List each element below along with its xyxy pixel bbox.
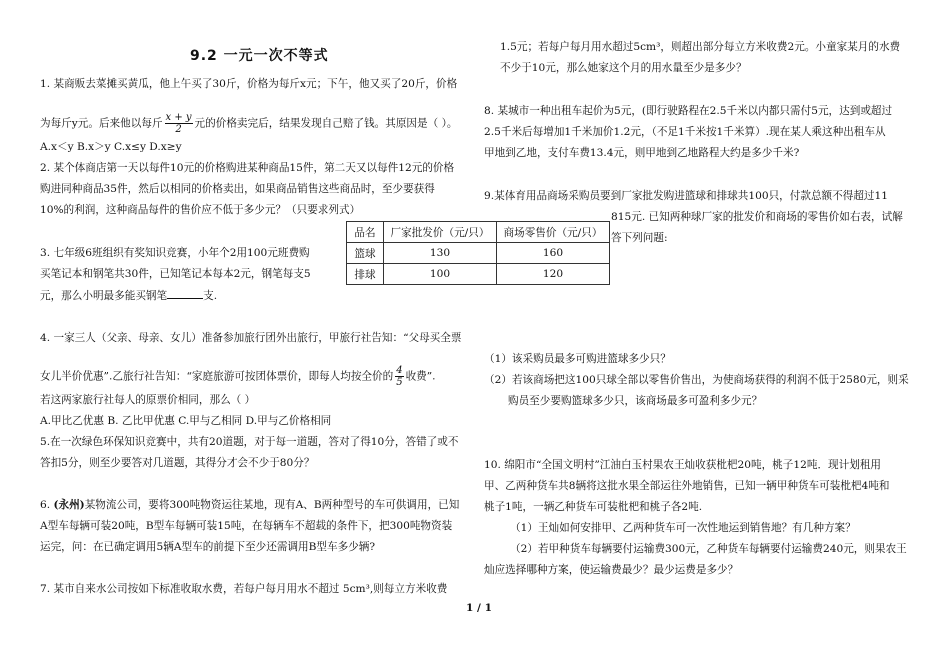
table-cell: 100 (384, 264, 497, 285)
q3-line3-text: 元，那么小明最多能买钢笔 (40, 290, 168, 302)
q9-line3: 答下列问题: (611, 232, 668, 244)
table-row (347, 243, 610, 264)
q9-line1: 9.某体育用品商场采购员要到厂家批发购进篮球和排球共100只，付款总额不得超过11 (484, 190, 888, 202)
q10-line1: 10. 绵阳市“全国文明村”江油白玉村果农王灿收获枇杷20吨，桃子12吨．现计划租用 (484, 459, 882, 471)
q3-line1: 3. 七年级6班组织有奖知识竞赛，小年个2用100元班费购 (40, 247, 310, 259)
q4-fraction (395, 365, 403, 388)
table-cell: 160 (497, 243, 610, 264)
table-cell: 120 (497, 264, 610, 285)
table-header-row (347, 222, 610, 243)
table-cell: 排球 (347, 264, 384, 285)
q10-line2: 甲、乙两种货车共8辆将这批水果全部运往外地销售，已知一辆甲种货车可装枇杷4吨和 (484, 480, 890, 492)
q4-line2-text: 女儿半价优惠”.乙旅行社告知：“家庭旅游可按团体票价，即每人均按全价的 (40, 370, 394, 383)
table-cell: 130 (384, 243, 497, 264)
q5-line2: 答扣5分，则至少要答对几道题，其得分才会不少于80分？ (40, 457, 315, 469)
q1-fraction (165, 112, 193, 135)
q2-line3: 10%的利润，这种商品每件的售价应不低于多少元？（只要求列式） (40, 204, 361, 216)
q4-line1: 4. 一家三人（父亲、母亲、女儿）准备参加旅行团外出旅行，甲旅行社告知：“父母买全票 (40, 332, 462, 344)
q6-source-tag: (永州) (53, 499, 85, 511)
q8-line3: 甲地到乙地，支付车费13.4元，则甲地到乙地路程大约是多少千米? (484, 147, 800, 159)
q1-line2 (40, 112, 457, 135)
q3-line2: 买笔记本和钢笔共30件，已知笔记本每本2元，钢笔每支5 (40, 268, 311, 280)
q1-fraction-numerator: x + y (165, 112, 192, 123)
q8-line1: 8. 某城市一种出租车起价为5元，(即行驶路程在2.5千米以内都只需付5元，达到或超过 (484, 105, 893, 117)
q6-line2: A型车每辆可装20吨，B型车每辆可装15吨，在每辆车不超载的条件下，把300吨物资装 (40, 520, 453, 532)
q1-line2-text: 为每斤y元。后来他以每斤 (40, 117, 163, 130)
q7-line1: 7. 某市自来水公司按如下标准收取水费，若每户每月用水不超过 5cm³,则每立方米收费 (40, 583, 448, 595)
q1-fraction-denominator: 2 (175, 124, 182, 135)
table-header-cell: 品名 (347, 222, 384, 243)
page-title: 9.2 一元一次不等式 (190, 48, 329, 64)
price-table (346, 221, 610, 285)
table-header-cell: 商场零售价（元/只） (497, 222, 610, 243)
q6-number: 6. (40, 499, 51, 511)
q4-line2 (40, 365, 436, 388)
q6-line3: 运完，问：在已确定调用5辆A型车的前提下至少还需调用B型车多少辆? (40, 541, 376, 553)
q10-sub2: （2）若甲种货车每辆要付运输费300元，乙种货车每辆要付运输费240元，则果农王 (510, 543, 907, 555)
q7-cont-line1: 1.5元；若每户每月用水超过5cm³，则超出部分每立方米收费2元。小童家某月的水费 (500, 41, 901, 53)
q4-line2-text-end: 收费”. (405, 370, 436, 383)
q3-line3-end: 支. (203, 290, 218, 302)
q4-fraction-denominator: 5 (396, 377, 403, 388)
q2-line2: 购进同种商品35件，然后以相同的价格卖出，如果商品销售这些商品时，至少要获得 (40, 183, 435, 195)
q4-options: A.甲比乙优惠 B. 乙比甲优惠 C.甲与乙相同 D.甲与乙价格相同 (40, 415, 332, 427)
q9-sub3: 购员至少要购篮球多少只，该商场最多可盈利多少元？ (508, 395, 763, 407)
q9-line2: 815元. 已知两种球厂家的批发价和商场的零售价如右表，试解 (611, 211, 903, 223)
q10-line3: 桃子1吨，一辆乙种货车可装枇杷和桃子各2吨. (484, 501, 703, 513)
table-row (347, 264, 610, 285)
q9-sub2: （2）若该商场把这100只球全部以零售价售出，为使商场获得的利润不低于2580元，则采 (484, 374, 909, 386)
q3-line3 (40, 288, 217, 304)
q4-line3: 若这两家旅行社每人的原票价相同，那么（ ） (40, 394, 256, 406)
q4-fraction-numerator: 4 (396, 365, 403, 376)
q6-line1 (40, 498, 459, 513)
q1-line1: 1. 某商贩去菜摊买黄瓜，他上午买了30斤，价格为每斤x元；下午，他又买了20斤，价格 (40, 78, 458, 90)
q10-sub3: 灿应选择哪种方案，使运输费最少？最少运费是多少？ (484, 564, 739, 576)
q2-line1: 2. 某个体商店第一天以每件10元的价格购进某种商品15件，第二天又以每件12元的价格 (40, 162, 455, 174)
page-number: 1 / 1 (466, 602, 492, 614)
q7-cont-line2: 不少于10元，那么她家这个月的用水量至少是多少？ (500, 62, 747, 74)
q6-line1-text: 某物流公司，要将300吨物资运往某地，现有A、B两种型号的车可供调用，已知 (84, 499, 460, 511)
q9-sub1: （1）该采购员最多可购进篮球多少只？ (484, 353, 671, 365)
table-header-cell: 厂家批发价（元/只） (384, 222, 497, 243)
q5-line1: 5.在一次绿色环保知识竞赛中，共有20道题，对于每一道题，答对了得10分，答错了或不 (40, 436, 459, 448)
table-cell: 篮球 (347, 243, 384, 264)
q3-answer-blank (167, 288, 203, 299)
q10-sub1: （1）王灿如何安排甲、乙两种货车可一次性地运到销售地？有几种方案？ (510, 522, 856, 534)
q1-options: A.x＜y B.x＞y C.x≤y D.x≥y (40, 141, 182, 153)
q1-line2-text-end: 元的价格卖完后，结果发现自己赔了钱。其原因是（ ）。 (194, 117, 458, 130)
q8-line2: 2.5千米后每增加1千米加价1.2元，（不足1千米按1千米算）.现在某人乘这种出租车从 (484, 126, 886, 138)
